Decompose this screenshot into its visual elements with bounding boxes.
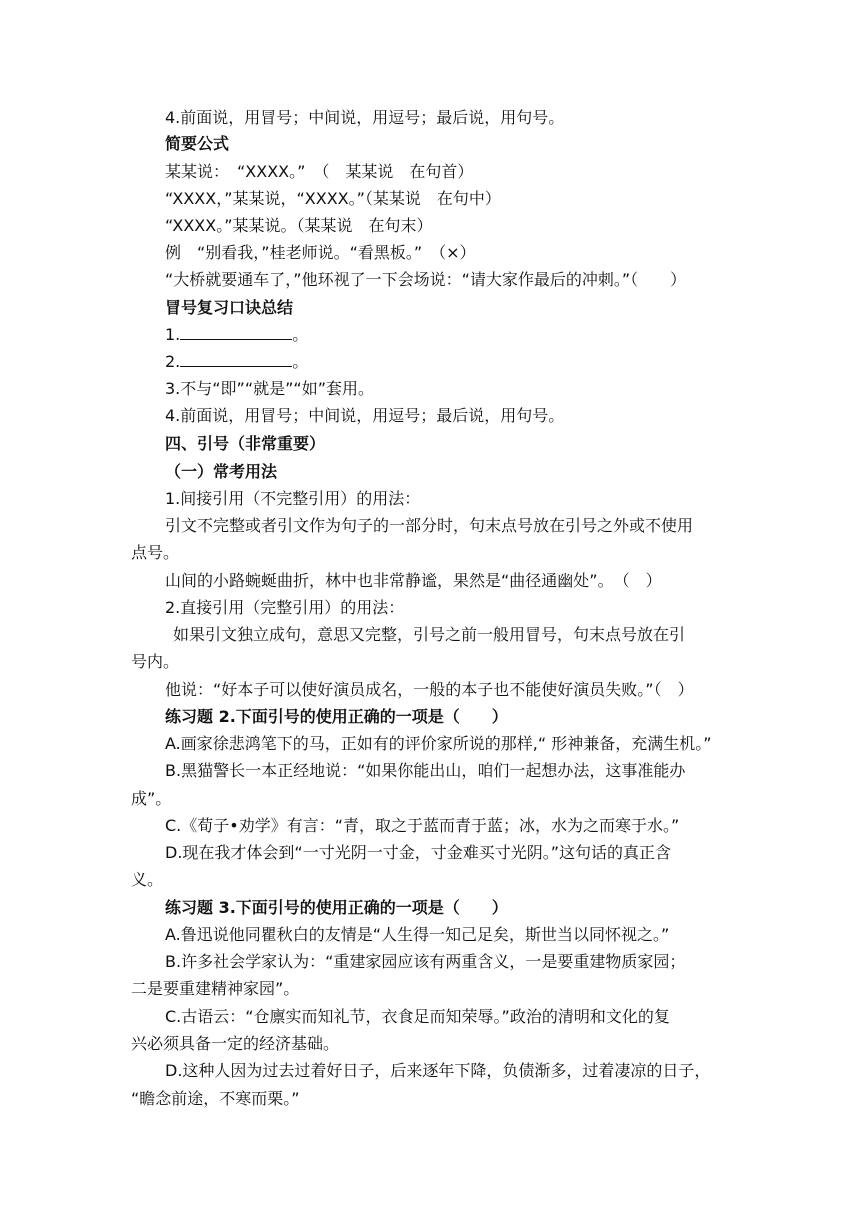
exercise-3-option-b-2: 二是要重建精神家园”。 xyxy=(131,979,300,998)
usage-2-title: 2.直接引用（完整引用）的用法： xyxy=(165,598,405,617)
section-heading-quotes: 四、引号（非常重要） xyxy=(165,434,326,453)
usage-1-desc-1: 引文不完整或者引文作为句子的一部分时，句末点号放在引号之外或不使用 xyxy=(165,516,694,535)
formula-line-3: “XXXX。”某某说。（某某说 在句末） xyxy=(165,216,433,235)
exercise-2-option-b-1: B.黑猫警长一本正经地说：“如果你能出山，咱们一起想办法，这事准能办 xyxy=(165,761,686,780)
fill-in-blank-1 xyxy=(180,325,292,340)
exercise-3-option-a: A.鲁迅说他同瞿秋白的友情是“人生得一知己足矣，斯世当以同怀视之。” xyxy=(165,925,670,944)
summary-item-2 xyxy=(165,351,308,373)
usage-2-example: 他说：“好本子可以使好演员成名，一般的本子也不能使好演员失败。”（ ） xyxy=(165,680,694,699)
usage-1-title: 1.间接引用（不完整引用）的用法： xyxy=(165,489,421,508)
summary-item-3: 3.不与“即”“就是”“如”套用。 xyxy=(165,379,375,398)
exercise-2-question: 练习题 2.下面引号的使用正确的一项是（ ） xyxy=(165,707,508,726)
exercise-3-option-d-2: “瞻念前途，不寒而栗。” xyxy=(131,1089,300,1108)
exercise-3-option-d-1: D.这种人因为过去过着好日子，后来逐年下降，负债渐多，过着凄凉的日子， xyxy=(165,1061,711,1080)
fill-in-blank-2 xyxy=(180,352,292,367)
summary-item-1-end: 。 xyxy=(292,325,309,344)
subheading-common-usage: （一）常考用法 xyxy=(165,462,278,481)
exercise-2-option-b-2: 成”。 xyxy=(131,789,172,808)
exercise-3-question: 练习题 3.下面引号的使用正确的一项是（ ） xyxy=(165,898,508,917)
section-heading-colon-summary: 冒号复习口诀总结 xyxy=(165,298,294,317)
summary-item-1-number: 1. xyxy=(165,325,181,344)
exercise-3-option-c-2: 兴必须具备一定的经济基础。 xyxy=(131,1034,340,1053)
usage-1-example: 山间的小路蜿蜒曲折，林中也非常静谧，果然是“曲径通幽处”。 （ ） xyxy=(165,571,662,590)
exercise-2-option-d-2: 义。 xyxy=(131,870,164,889)
exercise-2-option-a: A.画家徐悲鸿笔下的马，正如有的评价家所说的那样,“ 形神兼备，充满生机。” xyxy=(165,734,712,753)
formula-line-2: “XXXX，”某某说，“XXXX。”（某某说 在句中） xyxy=(165,189,501,208)
usage-1-desc-2: 点号。 xyxy=(131,543,180,562)
section-heading-formula: 简要公式 xyxy=(165,134,230,153)
summary-item-2-end: 。 xyxy=(292,352,309,371)
example-line-2: “大桥就要通车了，”他环视了一下会场说：“请大家作最后的冲刺。”（ ） xyxy=(165,270,687,289)
exercise-2-option-c: C.《荀子•劝学》有言：“青，取之于蓝而青于蓝；冰，水为之而寒于水。” xyxy=(165,816,680,835)
summary-item-4: 4.前面说，用冒号；中间说，用逗号；最后说，用句号。 xyxy=(165,406,565,425)
summary-item-1 xyxy=(165,324,308,346)
exercise-2-option-d-1: D.现在我才体会到“一寸光阴一寸金，寸金难买寸光阴。”这句话的真正含 xyxy=(165,843,671,862)
usage-2-desc-2: 号内。 xyxy=(131,652,180,671)
usage-2-desc-1: 如果引文独立成句，意思又完整，引号之前一般用冒号，句末点号放在引 xyxy=(173,625,686,644)
exercise-3-option-b-1: B.许多社会学家认为：“重建家园应该有两重含义，一是要重建物质家园； xyxy=(165,952,686,971)
formula-line-1: 某某说： “XXXX。” （ 某某说 在句首） xyxy=(165,162,474,181)
example-line-1: 例 “别看我，”桂老师说。“看黑板。” （×） xyxy=(165,243,476,262)
rule-4: 4.前面说，用冒号；中间说，用逗号；最后说，用句号。 xyxy=(165,108,565,127)
exercise-3-option-c-1: C.古语云：“仓廪实而知礼节，衣食足而知荣辱。”政治的清明和文化的复 xyxy=(165,1007,670,1026)
summary-item-2-number: 2. xyxy=(165,352,181,371)
